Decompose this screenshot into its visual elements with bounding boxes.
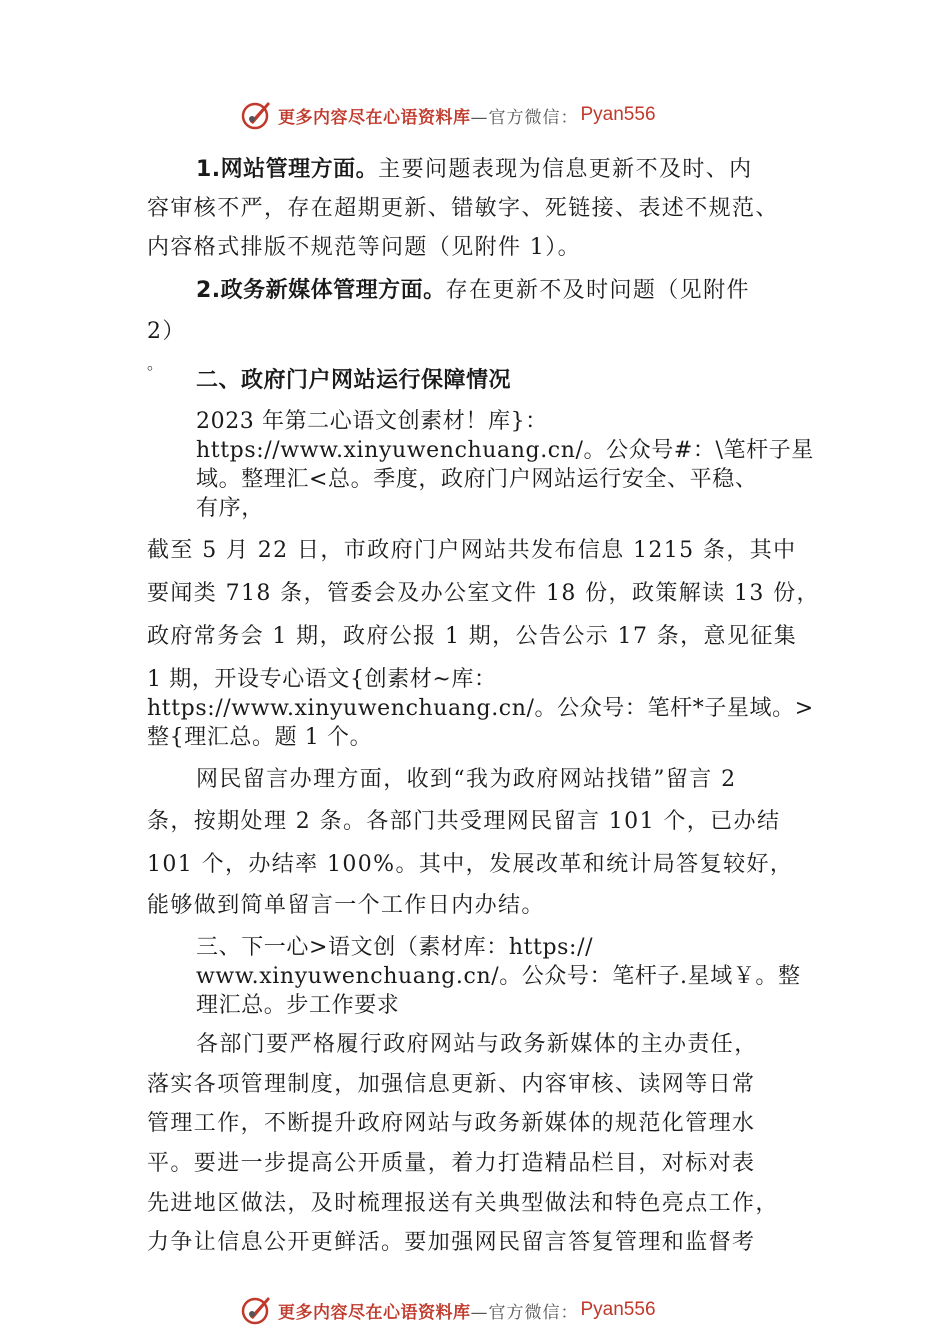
quill-logo-icon <box>240 1293 274 1327</box>
watermark-text: 更多内容尽在心语资料库 <box>278 1302 471 1323</box>
watermark-wechat-id: Pyan556 <box>580 104 656 125</box>
text-line: 容审核不严，存在超期更新、错敏字、死链接、表述不规范、 <box>147 196 779 221</box>
text-line: https://www.xinyuwenchuang.cn/。公众号：笔杆*子星域。> <box>147 696 814 721</box>
text-line: 能够做到简单留言一个工作日内办结。 <box>147 893 545 918</box>
text-line: https://www.xinyuwenchuang.cn/。公众号#：\笔杆子星 <box>196 438 814 463</box>
text-line: 平。要进一步提高公开质量，着力打造精品栏目，对标对表 <box>147 1151 756 1176</box>
text-line: 管理工作，不断提升政府网站与政务新媒体的规范化管理水 <box>147 1111 756 1136</box>
text-line: 有序， <box>196 496 264 521</box>
watermark-footer <box>240 1293 656 1327</box>
watermark-label: —官方微信： <box>470 107 579 128</box>
watermark-header <box>240 98 656 132</box>
text-line: 各部门要严格履行政府网站与政务新媒体的主办责任， <box>196 1032 758 1057</box>
text-line: 落实各项管理制度，加强信息更新、内容审核、读网等日常 <box>147 1072 756 1097</box>
text-line: 政府常务会 1 期，政府公报 1 期，公告公示 17 条，意见征集 <box>147 624 798 649</box>
text-line: 内容格式排版不规范等问题（见附件 1）。 <box>147 235 581 260</box>
text-line: 截至 5 月 22 日，市政府门户网站共发布信息 1215 条，其中 <box>147 538 797 563</box>
text-line: 域。整理汇<总。季度，政府门户网站运行安全、平稳、 <box>196 467 758 492</box>
section-heading: 二、政府门户网站运行保障情况 <box>196 368 512 393</box>
text-line <box>196 277 750 305</box>
text-line: 力争让信息公开更鲜活。要加强网民留言答复管理和监督考 <box>147 1230 756 1255</box>
section-heading: 理汇总。步工作要求 <box>196 993 400 1018</box>
text-line: 条，按期处理 2 条。各部门共受理网民留言 101 个，已办结 <box>147 809 781 834</box>
section-heading: www.xinyuwenchuang.cn/。公众号：笔杆子.星域￥。整 <box>196 964 801 989</box>
quill-logo-icon <box>240 98 274 132</box>
text-line: 2023 年第二心语文创素材！库}： <box>196 409 548 434</box>
watermark-wechat-id: Pyan556 <box>580 1299 656 1320</box>
text-line: 。 <box>147 354 165 373</box>
text-line: 2） <box>147 319 186 344</box>
watermark-label: —官方微信： <box>470 1302 579 1323</box>
text-line: 先进地区做法，及时梳理报送有关典型做法和特色亮点工作， <box>147 1191 779 1216</box>
text-line: 1 期，开设专心语文{创素材~库： <box>147 667 497 692</box>
text-line <box>196 156 753 184</box>
text-span: 存在更新不及时问题（见附件 <box>445 278 750 303</box>
text-line: 整{理汇总。题 1 个。 <box>147 725 373 750</box>
text-span: 主要问题表现为信息更新不及时、内 <box>378 157 753 182</box>
bold-lead: 1.网站管理方面。 <box>196 157 379 182</box>
watermark-text: 更多内容尽在心语资料库 <box>278 107 471 128</box>
section-heading: 三、下一心>语文创（素材库：https:// <box>196 935 594 960</box>
text-line: 网民留言办理方面，收到“我为政府网站找错”留言 2 <box>196 767 737 792</box>
text-line: 101 个，办结率 100%。其中，发展改革和统计局答复较好， <box>147 852 794 877</box>
bold-lead: 2.政务新媒体管理方面。 <box>196 278 446 303</box>
text-line: 要闻类 718 条，管委会及办公室文件 18 份，政策解读 13 份， <box>147 581 820 606</box>
